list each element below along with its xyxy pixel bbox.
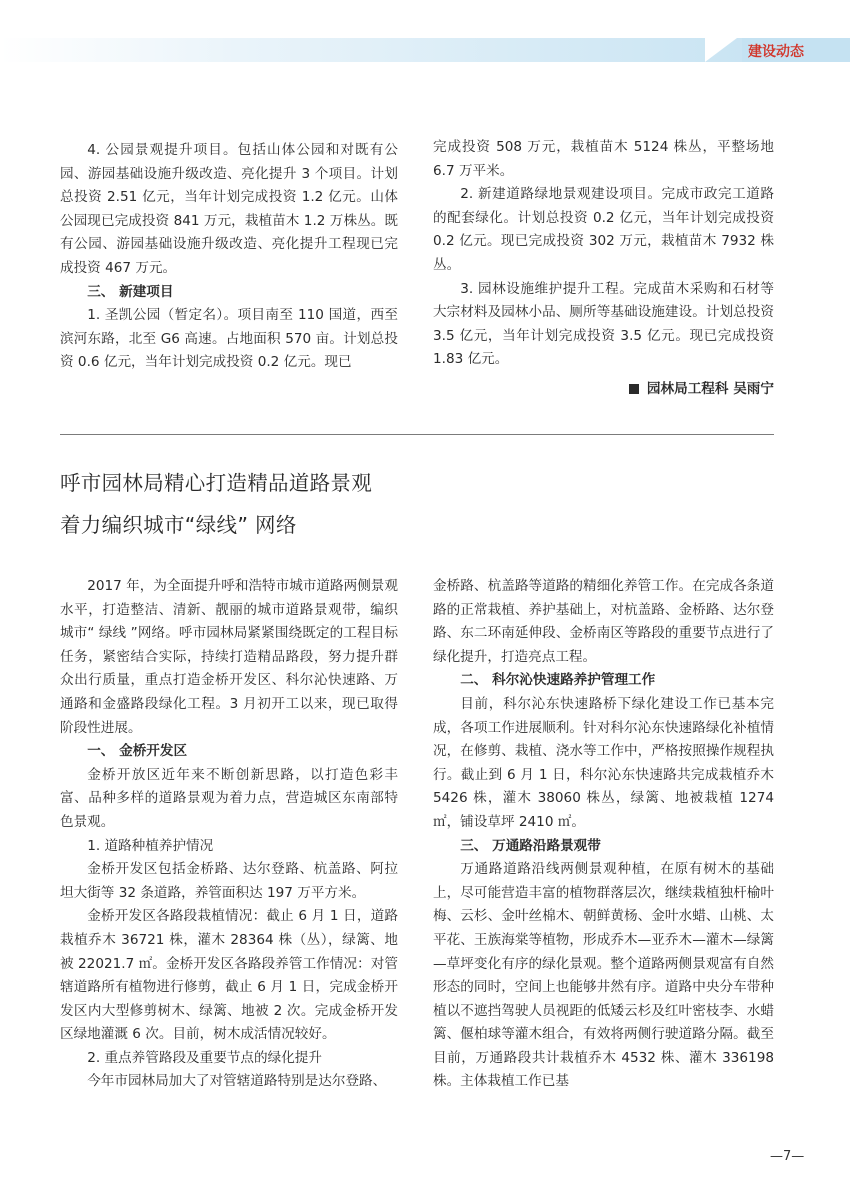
paragraph: 金桥开放区近年来不断创新思路，以打造色彩丰富、品种多样的道路景观为着力点，营造城区东南部特色景观。 bbox=[60, 766, 398, 830]
paragraph: 4. 公园景观提升项目。包括山体公园和对既有公园、游园基础设施升级改造、亮化提升 3 个项目。计划总投资 2.51 亿元，当年计划完成投资 1.2 亿元。山体公园现已完成投资 841 万元，栽植苗木 1.2 万株丛。既有公园、游园基础设施升级改造、亮化提升工程现已完成投资 467 万元。 bbox=[60, 142, 398, 276]
paragraph: 金桥开发区各路段栽植情况：截止 6 月 1 日，道路栽植乔木 36721 株，灌木 28364 株（丛），绿篱、地被 22021.7 ㎡。金桥开发区各路段养管工作情况：对管辖道路所有植物进行修剪，截止 6 月 1 日，完成金桥开发区内大型修剪树木、绿篱、地被 2 次。完成金桥开发区绿地灌溉 6 次。目前，树木成活情况较好。 bbox=[60, 908, 398, 1043]
section-divider bbox=[60, 434, 774, 435]
byline bbox=[433, 378, 774, 402]
paragraph: 金桥路、杭盖路等道路的精细化养管工作。在完成各条道路的正常栽植、养护基础上，对杭盖路、金桥路、达尔登路、东二环南延伸段、金桥南区等路段的重要节点进行了绿化提升，打造亮点工程。 bbox=[433, 578, 774, 665]
paragraph: 今年市园林局加大了对管辖道路特别是达尔登路、 bbox=[87, 1073, 387, 1090]
section-title: 建设动态 bbox=[748, 44, 804, 60]
paragraph: 2. 新建道路绿地景观建设项目。完成市政完工道路的配套绿化。计划总投资 0.2 亿元，当年计划完成投资 0.2 亿元。现已完成投资 302 万元，栽植苗木 7932 株丛。 bbox=[433, 186, 774, 273]
paragraph: 1. 道路种植养护情况 bbox=[87, 837, 214, 854]
section-heading: 三、 新建项目 bbox=[87, 283, 174, 300]
paragraph: 2. 重点养管路段及重要节点的绿化提升 bbox=[87, 1049, 322, 1066]
article-title-line1: 呼市园林局精心打造精品道路景观 bbox=[60, 471, 372, 495]
article-title-line2: 着力编织城市“绿线” 网络 bbox=[60, 513, 297, 537]
article-left-column bbox=[60, 575, 398, 1094]
paragraph: 万通路道路沿线两侧景观种植，在原有树木的基础上，尽可能营造丰富的植物群落层次，继续栽植独杆榆叶梅、云杉、金叶丝棉木、朝鲜黄杨、金叶水蜡、山桃、太平花、王族海棠等植物，形成乔木—亚乔木—灌木—绿篱—草坪变化有序的绿化景观。整个道路两侧景观富有自然形态的同时，空间上也能够井然有序。道路中央分车带种植以不遮挡驾驶人员视距的低矮云杉及红叶密枝李、水蜡篱、偃柏球等灌木组合，有效将两侧行驶道路分隔。截至目前，万通路段共计栽植乔木 4532 株、灌木 336198 株。主体栽植工作已基 bbox=[433, 861, 774, 1090]
paragraph: 完成投资 508 万元，栽植苗木 5124 株丛，平整场地 6.7 万平米。 bbox=[433, 139, 774, 179]
page-number: —7— bbox=[770, 1149, 805, 1164]
section-heading: 一、 金桥开发区 bbox=[87, 743, 188, 760]
top-left-column bbox=[60, 139, 398, 375]
square-bullet-icon bbox=[629, 384, 639, 394]
section-heading: 三、 万通路沿路景观带 bbox=[460, 837, 601, 854]
top-right-column bbox=[433, 136, 774, 402]
paragraph: 2017 年，为全面提升呼和浩特市城市道路两侧景观水平，打造整洁、清新、靓丽的城市道路景观带，编织城市“ 绿线 ”网络。呼市园林局紧紧围绕既定的工程目标任务，紧密结合实际，持续打造精品路段，努力提升群众出行质量，重点打造金桥开发区、科尔沁快速路、万通路和金盛路段绿化工程。3 月初开工以来，现已取得阶段性进展。 bbox=[60, 578, 398, 736]
paragraph: 1. 圣凯公园（暂定名）。项目南至 110 国道，西至滨河东路，北至 G6 高速。占地面积 570 亩。计划总投资 0.6 亿元，当年计划完成投资 0.2 亿元。现已 bbox=[60, 307, 398, 371]
article-right-column bbox=[433, 575, 774, 1094]
paragraph: 3. 园林设施维护提升工程。完成苗木采购和石材等大宗材料及园林小品、厕所等基础设施建设。计划总投资 3.5 亿元，当年计划完成投资 3.5 亿元。现已完成投资 1.83 亿元。 bbox=[433, 280, 774, 368]
paragraph: 目前，科尔沁东快速路桥下绿化建设工作已基本完成，各项工作进展顺利。针对科尔沁东快速路绿化补植情况，在修剪、栽植、浇水等工作中，严格按照操作规程执行。截止到 6 月 1 日，科尔沁东快速路共完成栽植乔木 5426 株，灌木 38060 株丛，绿篱、地被栽植 1274 ㎡，铺设草坪 2410 ㎡。 bbox=[433, 695, 774, 830]
byline-text: 园林局工程科 吴雨宁 bbox=[646, 380, 774, 397]
header-wedge bbox=[705, 38, 737, 62]
section-heading: 二、 科尔沁快速路养护管理工作 bbox=[460, 672, 656, 689]
paragraph: 金桥开发区包括金桥路、达尔登路、杭盖路、阿拉坦大街等 32 条道路，养管面积达 197 万平方米。 bbox=[60, 861, 398, 901]
